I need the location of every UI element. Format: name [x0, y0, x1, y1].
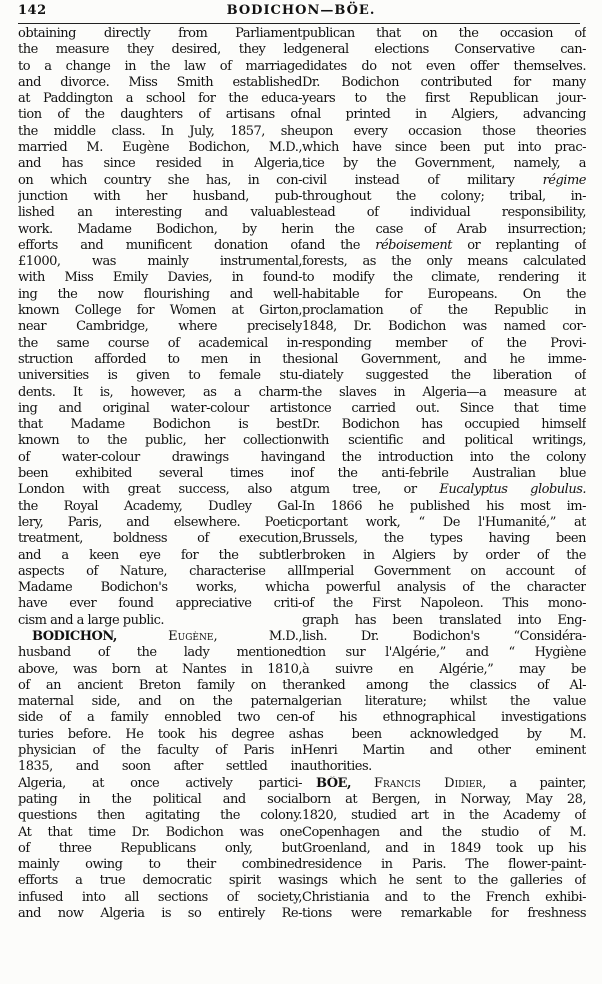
- text-line: treatment, boldness of execution,: [18, 531, 302, 547]
- text-line: junction with her husband, pub-: [18, 188, 302, 204]
- entry-heading: BÖE,: [316, 775, 351, 791]
- text-line: and a keen eye for the subtler: [18, 547, 302, 563]
- text-line: obtaining directly from Parliament: [18, 26, 302, 41]
- text-line: general elections Conservative can-: [302, 42, 586, 58]
- text-line: [302, 173, 586, 189]
- italic-term: Eucalyptus globulus.: [439, 482, 586, 498]
- text-line: lery, Paris, and elsewhere. Poetic: [18, 514, 302, 530]
- text-line: the slaves in Algeria—a measure at: [302, 384, 586, 400]
- entry-bodichon-eugene: [18, 629, 302, 922]
- text-line: and now Algeria is so entirely Re-: [18, 906, 302, 922]
- text-line: known College for Women at Girton,: [18, 303, 302, 319]
- text-line: M.D.,: [268, 628, 302, 644]
- text-line: efforts and munificent donation of: [18, 237, 302, 253]
- text-line: Christiania and to the French exhibi-: [302, 889, 586, 905]
- text-line: authorities.: [302, 759, 372, 775]
- text-line: Groenland, and in 1849 took up his: [302, 840, 586, 856]
- paragraph-bodichon-continued: [302, 26, 586, 776]
- text-line: that Madame Bodichon is best: [18, 417, 302, 433]
- text-line: side of a family ennobled two cen-: [18, 710, 302, 726]
- text-line: upon every occasion those theories: [302, 123, 586, 139]
- text-line: residence in Paris. The flower-paint-: [302, 857, 586, 873]
- entry-heading-line: [302, 776, 586, 792]
- text-line: efforts a true democratic spirit was: [18, 873, 302, 889]
- text-line: years to the first Republican jour-: [302, 91, 586, 107]
- page-number: 142: [18, 3, 47, 18]
- text-line: of an ancient Breton family on the: [18, 677, 302, 693]
- text-line: ing the now flourishing and well-: [18, 286, 302, 302]
- text-line: [302, 238, 586, 254]
- text-line: of his ethnographical investigations: [302, 710, 586, 726]
- text-line: didates do not even offer themselves.: [302, 58, 586, 74]
- text-line: sional Government, and he imme-: [302, 351, 586, 367]
- text-line: of three Republicans only, but: [18, 840, 302, 856]
- text-line: portant work, “ De l'Humanité,” at: [302, 514, 586, 530]
- right-column: [302, 26, 586, 922]
- text-line: 1835, and soon after settled in: [18, 759, 302, 775]
- text-line: known to the public, her collection: [18, 433, 302, 449]
- text-line: once carried out. Since that time: [302, 400, 586, 416]
- text-line: gerian literature; whilst the value: [302, 694, 586, 710]
- entry-boe-francis-didier: [302, 776, 586, 923]
- text-line: £1000, was mainly instrumental,: [18, 254, 302, 270]
- entry-heading-line: [18, 629, 302, 645]
- text-line: aspects of Nature, characterise all: [18, 563, 302, 579]
- text-fragment: and the: [302, 237, 360, 253]
- text-line: [302, 482, 586, 498]
- text-line: 1848, Dr. Bodichon was named cor-: [302, 319, 586, 335]
- text-line: married M. Eugène Bodichon, M.D.,: [18, 140, 302, 156]
- text-line: maternal side, and on the paternal: [18, 694, 302, 710]
- text-line: London with great success, also at: [18, 482, 302, 498]
- text-line: on which country she has, in con-: [18, 172, 302, 188]
- text-line: husband of the lady mentioned: [18, 645, 302, 661]
- text-line: of water-colour drawings having: [18, 449, 302, 465]
- text-line: has been acknowledged by M.: [302, 726, 586, 742]
- text-line: the measure they desired, they led: [18, 42, 302, 58]
- text-line: 1820, studied art in the Academy of: [302, 808, 586, 824]
- text-line: near Cambridge, where precisely: [18, 319, 302, 335]
- text-line: universities is given to female stu-: [18, 368, 302, 384]
- entry-forename: Eugène,: [168, 628, 218, 644]
- text-line: tion of the daughters of artisans of: [18, 107, 302, 123]
- text-line: the middle class. In July, 1857, she: [18, 123, 302, 139]
- text-line: Henri Martin and other eminent: [302, 743, 586, 759]
- text-line: and the introduction into the colony: [302, 449, 586, 465]
- text-line: Dr. Bodichon contributed for many: [302, 74, 586, 90]
- text-line: Madame Bodichon's works, which: [18, 580, 302, 596]
- text-line: with Miss Emily Davies, in found-: [18, 270, 302, 286]
- text-line: ing and original water-colour artist: [18, 400, 302, 416]
- text-line: stead of individual responsibility,: [302, 205, 586, 221]
- text-line: lish. Dr. Bodichon's “Considéra-: [302, 628, 586, 644]
- text-line: to a change in the law of marriage: [18, 58, 302, 74]
- italic-term: réboisement: [375, 237, 452, 253]
- text-line: nal printed in Algiers, advancing: [302, 107, 586, 123]
- text-line: forests, as the only means calculated: [302, 254, 586, 270]
- text-line: which have since been put into prac-: [302, 140, 586, 156]
- text-line: In 1866 he published his most im-: [302, 498, 586, 514]
- paragraph-smith-continued: [18, 26, 302, 629]
- text-line: been exhibited several times in: [18, 466, 302, 482]
- entry-heading: BODICHON,: [32, 628, 117, 644]
- text-line: have ever found appreciative criti-: [18, 596, 302, 612]
- text-line: Copenhagen and the studio of M.: [302, 824, 586, 840]
- text-line: at Paddington a school for the educa-: [18, 91, 302, 107]
- text-line: throughout the colony; tribal, in-: [302, 188, 586, 204]
- text-line: and divorce. Miss Smith established: [18, 74, 302, 90]
- text-line: tions were remarkable for freshness: [302, 906, 586, 922]
- text-line: diately suggested the liberation of: [302, 368, 586, 384]
- text-line: mainly owing to their combined: [18, 857, 302, 873]
- text-line: graph has been translated into Eng-: [302, 612, 586, 628]
- text-line: Dr. Bodichon has occupied himself: [302, 417, 586, 433]
- text-line: born at Bergen, in Norway, May 28,: [302, 791, 586, 807]
- text-line: above, was born at Nantes in 1810,: [18, 661, 302, 677]
- entry-forename: Francis Didier,: [373, 775, 487, 791]
- text-line: Imperial Government on account of: [302, 563, 586, 579]
- left-column: [18, 26, 302, 922]
- text-line: Brussels, the types having been: [302, 531, 586, 547]
- text-line: lished an interesting and valuable: [18, 205, 302, 221]
- text-line: ranked among the classics of Al-: [302, 677, 586, 693]
- text-line: proclamation of the Republic in: [302, 303, 586, 319]
- text-line: tice by the Government, namely, a: [302, 156, 586, 172]
- text-line: habitable for Europeans. On the: [302, 286, 586, 302]
- text-fragment: or replanting of: [467, 237, 586, 253]
- text-line: At that time Dr. Bodichon was one: [18, 824, 302, 840]
- text-line: work. Madame Bodichon, by her: [18, 221, 302, 237]
- text-line: physician of the faculty of Paris in: [18, 743, 302, 759]
- text-line: the Royal Academy, Dudley Gal-: [18, 498, 302, 514]
- text-line: à suivre en Algérie,” may be: [302, 661, 586, 677]
- text-line: in the case of Arab insurrection;: [302, 221, 586, 237]
- text-line: ings which he sent to the galleries of: [302, 873, 586, 889]
- text-line: tion sur l'Algérie,” and “ Hygiène: [302, 645, 586, 661]
- text-line: of the First Napoleon. This mono-: [302, 596, 586, 612]
- italic-term: régime: [542, 172, 586, 188]
- text-line: cism and a large public.: [18, 612, 165, 628]
- header-rule: [18, 23, 580, 24]
- text-line: dents. It is, however, as a charm-: [18, 384, 302, 400]
- text-line: broken in Algiers by order of the: [302, 547, 586, 563]
- text-line: and has since resided in Algeria,: [18, 156, 302, 172]
- text-line: pating in the political and social: [18, 791, 302, 807]
- text-line: publican that on the occasion of: [302, 26, 586, 41]
- text-line: to modify the climate, rendering it: [302, 270, 586, 286]
- text-line: Algeria, at once actively partici-: [18, 775, 302, 791]
- text-line: of the anti-febrile Australian blue: [302, 466, 586, 482]
- text-line: a painter,: [509, 775, 586, 791]
- text-fragment: gum tree, or: [302, 482, 417, 498]
- text-line: a powerful analysis of the character: [302, 580, 586, 596]
- text-line: infused into all sections of society,: [18, 889, 302, 905]
- text-line: the same course of academical in-: [18, 335, 302, 351]
- text-line: questions then agitating the colony.: [18, 808, 302, 824]
- text-line: with scientific and political writings,: [302, 433, 586, 449]
- running-title: BODICHON—BÖE.: [226, 3, 376, 18]
- text-line: turies before. He took his degree as: [18, 726, 302, 742]
- text-fragment: civil instead of military: [302, 172, 515, 188]
- text-line: struction afforded to men in the: [18, 351, 302, 367]
- text-line: responding member of the Provi-: [302, 335, 586, 351]
